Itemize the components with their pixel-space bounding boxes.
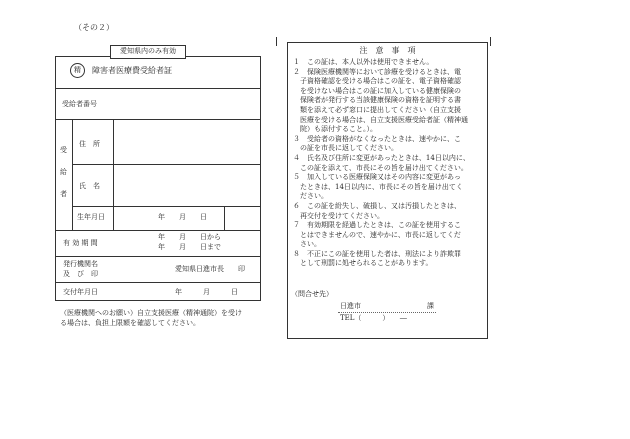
note-line: ３ 受給者の資格がなくなったときは、速やかに、こ [293, 134, 461, 143]
rule [72, 206, 261, 207]
footnote-line-2: る場合は、負担上限額を確認してください。 [60, 319, 200, 327]
note-line: ださい。 [293, 192, 328, 201]
validity-to: 年 月 日まで [158, 243, 221, 251]
birth-value: 年 月 日 [158, 213, 207, 221]
issue-date-value: 年 月 日 [175, 288, 238, 296]
recipient-number-label: 受給者番号 [62, 100, 97, 108]
note-line: 院）も添付すること。）。 [293, 125, 377, 134]
contact-section: 課 [427, 302, 434, 310]
contact-city: 日進市 [340, 302, 361, 310]
notes-title: 注 意 事 項 [359, 46, 416, 55]
note-line: 再交付を受けてください。 [293, 211, 384, 220]
contact-tel: TEL（ ） ― [340, 314, 407, 322]
rule [55, 282, 261, 283]
issuer-label-1: 発行機関名 [63, 260, 98, 268]
issuer-value: 愛知県日進市長 印 [175, 265, 245, 273]
seal-icon: 精 [70, 63, 85, 78]
note-line: さい。 [293, 240, 321, 249]
rule [113, 119, 114, 230]
note-line: ４ 氏名及び住所に変更があったときは、14日以内に、 [293, 153, 470, 162]
fold-mark [490, 37, 491, 46]
note-line: ７ 有効期限を経過したときは、この証を使用するこ [293, 221, 461, 230]
note-line: とはできませんので、速やかに、市長に返してくだ [293, 230, 461, 239]
note-line: この証を添えて、市長にその旨を届け出てください。 [293, 163, 468, 172]
birth-label: 生年月日 [77, 213, 105, 221]
footnote-line-1: （医療機関へのお願い）自立支援医療（精神通院）を受け [60, 309, 242, 317]
note-line: ２ 保険医療機関等において診療を受けるときは、電 [293, 67, 461, 76]
validity-label: 有 効 期 間 [63, 239, 98, 247]
contact-underline [338, 312, 436, 313]
recipient-side-label-3: 者 [60, 190, 67, 198]
notes-list [293, 58, 485, 269]
rule [55, 230, 261, 231]
note-line: ８ 不正にこの証を使用した者は、刑法により詐欺罪 [293, 249, 461, 258]
validity-from: 年 月 日から [158, 233, 221, 241]
note-line: 保険者が発行する当該健康保険の資格を証明する書 [293, 96, 461, 105]
rule [72, 164, 261, 165]
contact-label: （問合せ先） [291, 290, 333, 298]
fold-mark [276, 37, 277, 46]
note-line: たときは、14日以内に、市長にその旨を届け出てく [293, 182, 463, 191]
card-title: 障害者医療費受給者証 [92, 66, 172, 75]
note-line: として刑罰に処せられることがあります。 [293, 259, 433, 268]
note-line: ６ この証を紛失し、破損し、又は汚損したときは、 [293, 201, 461, 210]
note-line: 類を添えて必ず窓口に提出してください（自立支援 [293, 105, 461, 114]
validity-note: 愛知県内のみ有効 [120, 47, 176, 55]
recipient-side-label-2: 給 [60, 168, 67, 176]
address-label: 住 所 [79, 140, 100, 148]
issuer-label-2: 及 び 印 [63, 270, 98, 278]
name-label: 氏 名 [79, 182, 100, 190]
note-line: １ この証は、本人以外は使用できません。 [293, 58, 434, 66]
rule [55, 88, 261, 89]
rule [55, 256, 261, 257]
rule [55, 119, 261, 120]
note-line: 子資格確認を受ける場合はこの証を、電子資格確認 [293, 77, 461, 86]
note-line: ５ 加入している医療保険又はその内容に変更があっ [293, 173, 461, 182]
recipient-side-label-1: 受 [60, 146, 67, 154]
note-line: 医療を受ける場合は、自立支援医療受給者証（精神通 [293, 115, 468, 124]
rule [224, 206, 225, 230]
issue-date-label: 交付年月日 [63, 288, 98, 296]
note-line: の証を市長に返してください。 [293, 144, 398, 153]
page-label: （その２） [74, 23, 114, 32]
note-line: を受けない場合はこの証に加入している健康保険の [293, 86, 461, 95]
rule [72, 119, 73, 230]
